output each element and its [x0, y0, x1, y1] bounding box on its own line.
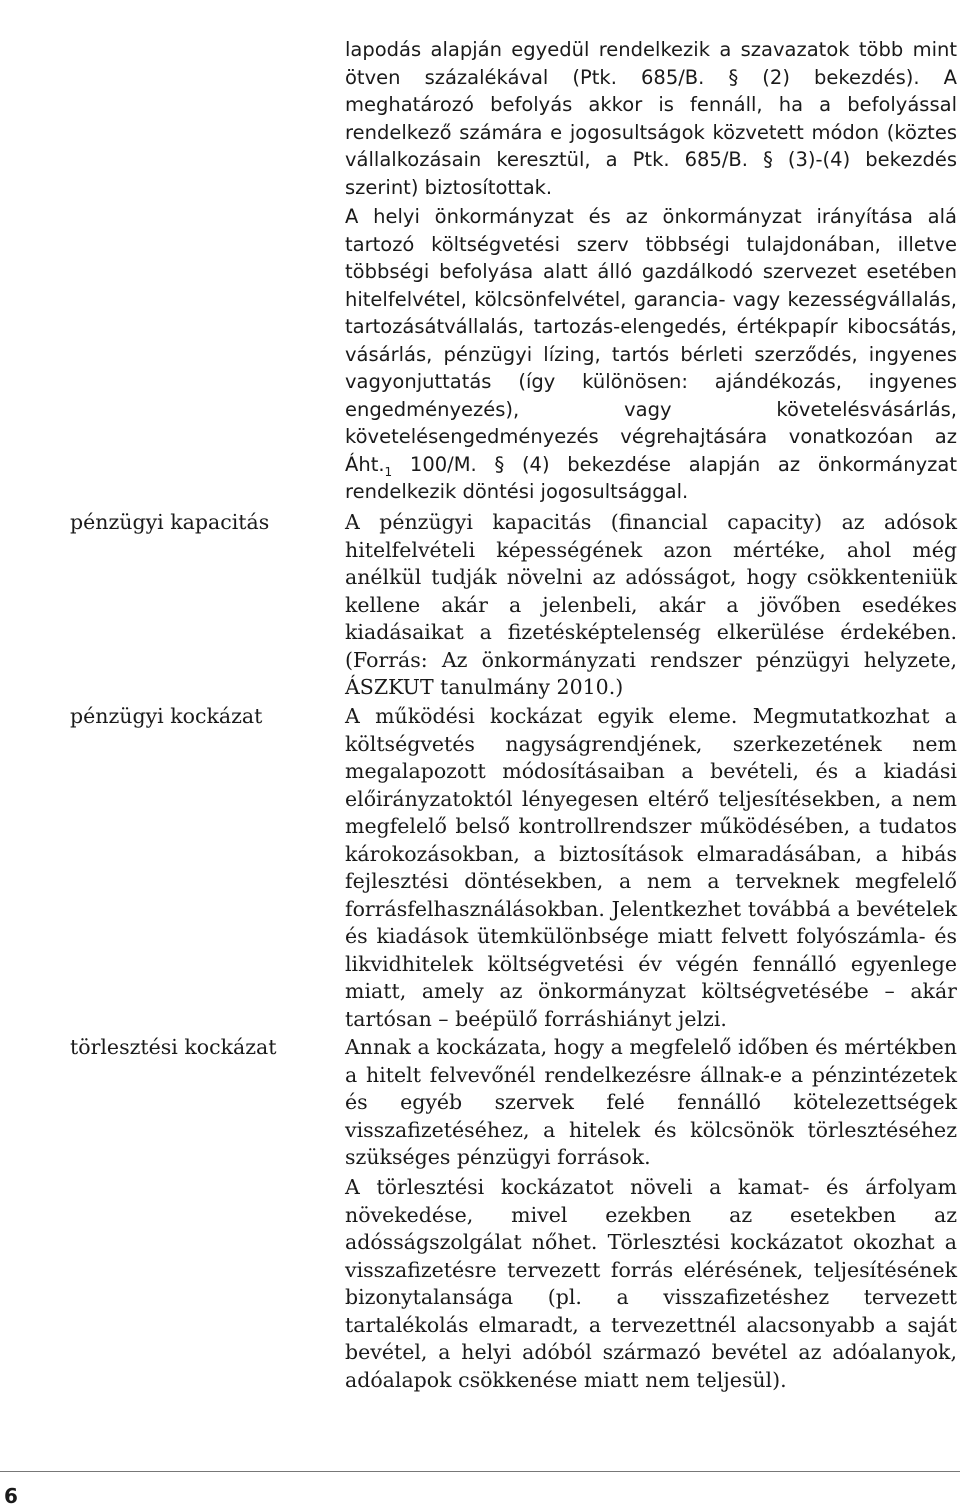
term-financial-capacity: pénzügyi kapacitás: [70, 510, 270, 534]
term-repayment-risk: törlesztési kockázat: [70, 1035, 277, 1059]
page-number: 6: [4, 1484, 18, 1508]
local-government-text: A helyi önkormányzat és az önkormányzat irányítása alá tartozó költségvetési szerv többségi tulajdonában, illetve többségi befolyása alatt álló gazdálkodó szervezet esetében hitelfelvétel, kölcsönfelvétel, garancia- vagy kezességvállalás, tartozásátvállalás, tartozás-elengedés, értékpapír kibocsátás, vásárlás, pénzügyi lízing, tartós bérleti szerződés, ingyenes vagyonjuttatás (így különösen: ajándékozás, ingyenes engedményezés), vagy követelésvásárlás, követelésengedményezés végrehajtására vonatkozóan az Áht.: [345, 205, 957, 476]
local-government-paragraph: [345, 203, 957, 506]
definition-financial-capacity: A pénzügyi kapacitás (financial capacity) az adósok hitelfelvételi képességének azon mértéke, ahol még anélkül tudják növelni az adósságot, hogy csökkenteniük kellene akár a jelenbeli, akár a jövőben esedékes kiadásaikat a fizetésképtelenség elkerülése érdekében. (Forrás: Az önkormányzati rendszer pénzügyi helyzete, ÁSZKUT tanulmány 2010.): [345, 510, 957, 699]
local-government-text-end: 100/M. § (4) bekezdése alapján az önkormányzat rendelkezik döntési jogosultsággal.: [345, 452, 957, 503]
definition-repayment-risk-continued: A törlesztési kockázatot növeli a kamat- és árfolyam növekedése, mivel ezekben az esetekben az adósságszolgálat nőhet. Törlesztési kockázatot okozhat a visszafizetésre tervezett forrás elérésének, teljesítésének bizonytalansága (pl. a visszafizetéshez tervezett tartalékolás elmaradt, a tervezettnél alacsonyabb a saját bevétel, a helyi adóból származó bevétel az adóalanyok, adóalapok csökkenése miatt nem teljesül).: [345, 1175, 957, 1392]
intro-paragraph: lapodás alapján egyedül rendelkezik a szavazatok több mint ötven százalékával (Ptk. 685/B. § (2) bekezdés). A meghatározó befolyás akkor is fennáll, ha a befolyással rendelkező számára e jogosultságok közvetett módon (köztes vállalkozásain keresztül, a Ptk. 685/B. § (3)-(4) bekezdés szerint) biztosítottak.: [345, 38, 957, 199]
subscript-marker: 1: [384, 464, 393, 479]
footer-divider: [0, 1471, 960, 1472]
term-financial-risk: pénzügyi kockázat: [70, 704, 263, 728]
definition-repayment-risk: Annak a kockázata, hogy a megfelelő időben és mértékben a hitelt felvevőnél rendelkezésre állnak-e a pénzintézetek és egyéb szervek felé fennálló kötelezettségek visszafizetéséhez, a hitelek és kölcsönök törlesztéséhez szükséges pénzügyi források.: [345, 1035, 957, 1169]
definition-financial-risk: A működési kockázat egyik eleme. Megmutatkozhat a költségvetés nagyságrendjének, szerkezetének nem megalapozott módosításaiban a bevételi, és a kiadási előirányzatoktól lényegesen eltérő teljesítésekben, a nem megfelelő belső kontrollrendszer működésében, a tudatos károkozásokban, a biztosítások elmaradásában, a hibás fejlesztési döntésekben, a nem a terveknek megfelelő forrásfelhasználásokban. Jelentkezhet továbbá a bevételek és kiadások ütemkülönbsége miatt felvett folyószámla- és likvidhitelek költségvetési év végén fennálló egyenlege miatt, amely az önkormányzat költségvetésébe – akár tartósan – beépülő forráshiányt jelzi.: [345, 704, 957, 1031]
